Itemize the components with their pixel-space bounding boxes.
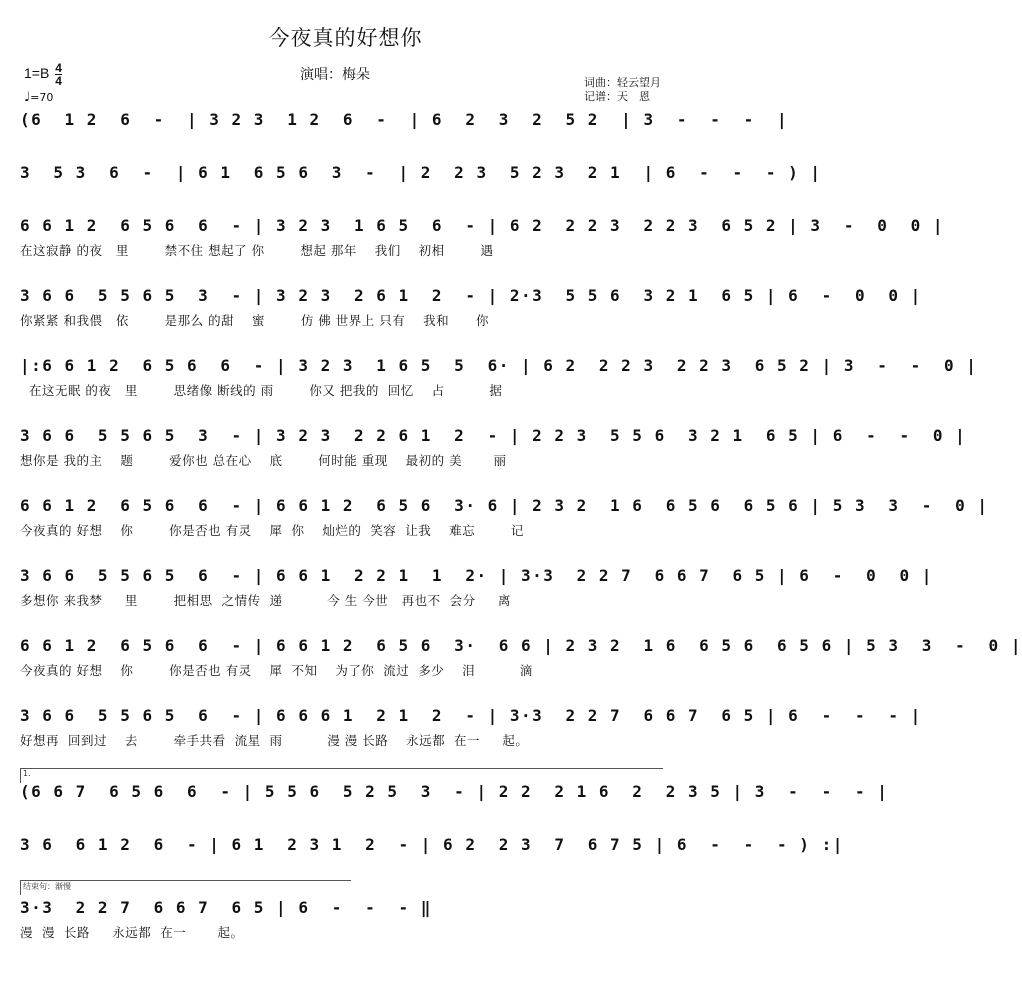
- first-ending-bracket: [20, 768, 663, 783]
- lyrics-line: 在这寂静 的夜 里 禁不住 想起了 你 想起 那年 我们 初相 遇: [20, 243, 494, 258]
- notation-line: 6 6 1 2 6 5 6 6 - | 6 6 1 2 6 5 6 3· 6 6 | 2 3 2 1 6 6 5 6 6 5 6 | 5 3 3 - 0 |: [20, 636, 1022, 655]
- key-signature: [24, 62, 62, 87]
- time-signature-top: 4: [55, 61, 62, 75]
- lyrics-line: 想你是 我的主 题 爱你也 总在心 底 何时能 重现 最初的 美 丽: [20, 453, 507, 468]
- notation-line: 3 6 6 5 5 6 5 3 - | 3 2 3 2 2 6 1 2 - | 2 2 3 5 5 6 3 2 1 6 5 | 6 - - 0 |: [20, 426, 967, 445]
- notation-line: (6 6 7 6 5 6 6 - | 5 5 6 5 2 5 3 - | 2 2 2 1 6 2 2 3 5 | 3 - - - |: [20, 782, 889, 801]
- notation-line: 6 6 1 2 6 5 6 6 - | 3 2 3 1 6 5 6 - | 6 2 2 2 3 2 2 3 6 5 2 | 3 - 0 0 |: [20, 216, 945, 235]
- notation-line: 3 6 6 5 5 6 5 6 - | 6 6 6 1 2 1 2 - | 3·3 2 2 7 6 6 7 6 5 | 6 - - - |: [20, 706, 922, 725]
- coda-bracket: [20, 880, 351, 895]
- first-ending-label: 1.: [23, 769, 31, 778]
- notation-line: 3 6 6 5 5 6 5 6 - | 6 6 1 2 2 1 1 2· | 3·3 2 2 7 6 6 7 6 5 | 6 - 0 0 |: [20, 566, 933, 585]
- tempo-value: =70: [30, 91, 54, 104]
- time-signature-bottom: 4: [55, 74, 62, 88]
- key-label: 1=B: [24, 65, 50, 82]
- credits: [584, 76, 661, 104]
- song-title: 今夜真的好想你: [268, 26, 423, 50]
- lyrics-line: 今夜真的 好想 你 你是否也 有灵 犀 不知 为了你 流过 多少 泪 滴: [20, 663, 533, 678]
- time-signature: [55, 62, 62, 87]
- lyrics-line: 你紧紧 和我偎 依 是那么 的甜 蜜 仿 佛 世界上 只有 我和 你: [20, 313, 489, 328]
- notation-line: 3 6 6 5 5 6 5 3 - | 3 2 3 2 6 1 2 - | 2·3 5 5 6 3 2 1 6 5 | 6 - 0 0 |: [20, 286, 922, 305]
- notation-line: 3 6 6 1 2 6 - | 6 1 2 3 1 2 - | 6 2 2 3 7 6 7 5 | 6 - - - ) :|: [20, 835, 844, 854]
- tempo-marking: [24, 90, 53, 105]
- notation-line: |:6 6 1 2 6 5 6 6 - | 3 2 3 1 6 5 5 6· | 6 2 2 2 3 2 2 3 6 5 2 | 3 - - 0 |: [20, 356, 978, 375]
- notation-line: 3·3 2 2 7 6 6 7 6 5 | 6 - - - ‖: [20, 898, 432, 917]
- lyrics-line: 在这无眠 的夜 里 思绪像 断线的 雨 你又 把我的 回忆 占 据: [20, 383, 503, 398]
- coda-label: 结束句：渐慢: [23, 882, 71, 891]
- lyrics-line: 今夜真的 好想 你 你是否也 有灵 犀 你 灿烂的 笑容 让我 难忘 记: [20, 523, 524, 538]
- singer-credit: 演唱：梅朵: [300, 67, 370, 83]
- notation-line: 3 5 3 6 - | 6 1 6 5 6 3 - | 2 2 3 5 2 3 2 1 | 6 - - - ) |: [20, 163, 822, 182]
- lyrics-line: 多想你 来我梦 里 把相思 之情传 递 今 生 今世 再也不 会分 离: [20, 593, 511, 608]
- lyrics-line: 漫 漫 长路 永远都 在一 起。: [20, 925, 244, 940]
- notation-line: 6 6 1 2 6 5 6 6 - | 6 6 1 2 6 5 6 3· 6 | 2 3 2 1 6 6 5 6 6 5 6 | 5 3 3 - 0 |: [20, 496, 989, 515]
- lyrics-line: 好想再 回到过 去 牵手共看 流星 雨 漫 漫 长路 永远都 在一 起。: [20, 733, 529, 748]
- notation-line: (6 1 2 6 - | 3 2 3 1 2 6 - | 6 2 3 2 5 2 | 3 - - - |: [20, 110, 789, 129]
- quarter-note-icon: ♩: [24, 90, 31, 105]
- lyricist-credit: 词曲：轻云望月: [584, 76, 661, 89]
- transcriber-credit: 记谱：天 恩: [584, 90, 650, 103]
